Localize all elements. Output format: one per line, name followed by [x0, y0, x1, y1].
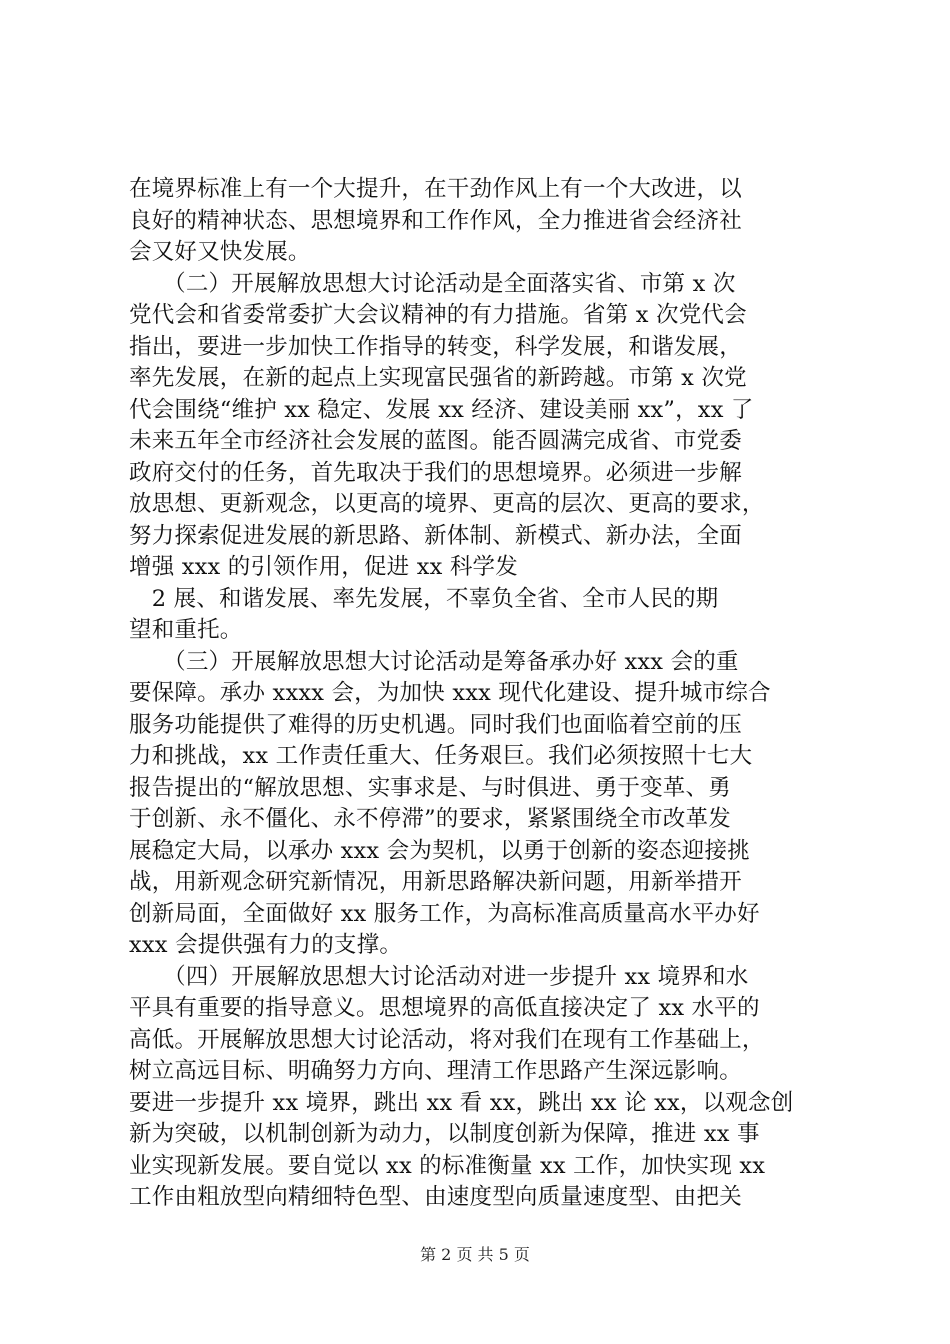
text-line: 要保障。承办 xxxx 会，为加快 xxx 现代化建设、提升城市综合	[129, 680, 771, 706]
text-line: 树立高远目标、明确努力方向、理清工作思路产生深远影响。	[129, 1058, 742, 1084]
text-line: 未来五年全市经济社会发展的蓝图。能否圆满完成省、市党委	[129, 428, 742, 454]
text-line: 服务功能提供了难得的历史机遇。同时我们也面临着空前的压	[129, 711, 742, 738]
text-line: （二）开展解放思想大讨论活动是全面落实省、市第 x 次	[129, 270, 736, 297]
text-line: 力和挑战，xx 工作责任重大、任务艰巨。我们必须按照十七大	[129, 743, 753, 769]
text-line: （四）开展解放思想大讨论活动对进一步提升 xx 境界和水	[129, 963, 749, 990]
text-line: 党代会和省委常委扩大会议精神的有力措施。省第 x 次党代会	[129, 302, 747, 328]
text-line: xxx 会提供强有力的支撑。	[129, 932, 403, 958]
text-line: 增强 xxx 的引领作用，促进 xx 科学发	[129, 554, 518, 580]
text-line: 新为突破，以机制创新为动力，以制度创新为保障，推进 xx 事	[129, 1121, 760, 1147]
text-line: 展稳定大局，以承办 xxx 会为契机，以勇于创新的姿态迎接挑	[129, 837, 750, 864]
text-line: 于创新、永不僵化、永不停滞”的要求，紧紧围绕全市改革发	[129, 806, 731, 832]
text-line: 平具有重要的指导意义。思想境界的高低直接决定了 xx 水平的	[129, 995, 760, 1021]
text-line: 政府交付的任务，首先取决于我们的思想境界。必须进一步解	[129, 459, 742, 486]
text-line: 工作由粗放型向精细特色型、由速度型向质量速度型、由把关	[129, 1184, 742, 1210]
text-line: 指出，要进一步加快工作指导的转变，科学发展，和谐发展，	[129, 333, 742, 360]
text-line: 望和重托。	[129, 617, 243, 643]
text-line: （三）开展解放思想大讨论活动是筹备承办好 xxx 会的重	[129, 648, 739, 675]
text-line: 战，用新观念研究新情况，用新思路解决新问题，用新举措开	[129, 869, 742, 895]
text-line: 业实现新发展。要自觉以 xx 的标准衡量 xx 工作，加快实现 xx	[129, 1152, 766, 1179]
text-line: 要进一步提升 xx 境界，跳出 xx 看 xx，跳出 xx 论 xx，以观念创	[129, 1089, 794, 1116]
text-line: 会又好又快发展。	[129, 239, 311, 265]
text-line: 率先发展，在新的起点上实现富民强省的新跨越。市第 x 次党	[129, 365, 747, 391]
text-line: 放思想、更新观念，以更高的境界、更高的层次、更高的要求，	[129, 491, 765, 517]
text-line: 努力探索促进发展的新思路、新体制、新模式、新办法，全面	[129, 522, 742, 549]
document-body	[129, 174, 839, 1214]
text-line: 2 展、和谐发展、率先发展，不辜负全省、全市人民的期	[129, 585, 719, 612]
text-line: 创新局面，全面做好 xx 服务工作，为高标准高质量高水平办好	[129, 900, 760, 927]
page-number-footer: 第 2 页 共 5 页	[420, 1245, 530, 1264]
text-line: 在境界标准上有一个大提升，在干劲作风上有一个大改进，以	[129, 176, 742, 202]
text-line: 良好的精神状态、思想境界和工作作风，全力推进省会经济社	[129, 207, 742, 234]
text-line: 高低。开展解放思想大讨论活动，将对我们在现有工作基础上，	[129, 1026, 765, 1053]
text-line: 代会围绕“维护 xx 稳定、发展 xx 经济、建设美丽 xx”，xx 了	[129, 396, 754, 423]
text-line: 报告提出的“解放思想、实事求是、与时俱进、勇于变革、勇	[129, 774, 731, 801]
